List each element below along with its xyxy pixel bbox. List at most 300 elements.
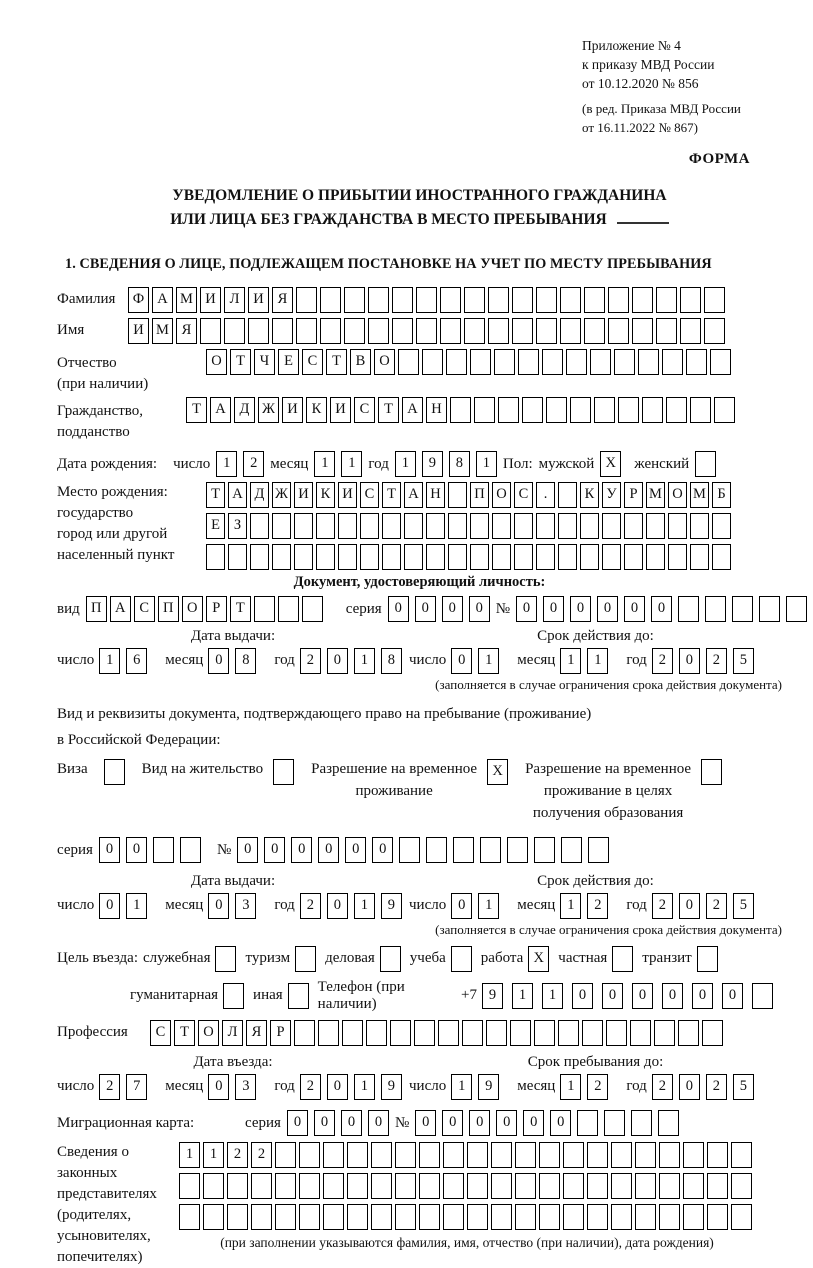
char-box[interactable] [296,318,317,344]
char-box[interactable]: Т [326,349,347,375]
char-box[interactable] [566,349,587,375]
char-box[interactable] [344,318,365,344]
char-box[interactable] [227,1173,248,1199]
char-box[interactable] [536,318,557,344]
char-box[interactable] [392,287,413,313]
char-box[interactable] [546,397,567,423]
char-box[interactable]: 2 [706,893,727,919]
char-box[interactable] [604,1110,625,1136]
char-box[interactable] [488,318,509,344]
char-box[interactable] [426,513,445,539]
char-box[interactable] [228,544,247,570]
char-box[interactable]: В [350,349,371,375]
char-box[interactable]: М [690,482,709,508]
char-box[interactable] [632,287,653,313]
char-box[interactable] [539,1173,560,1199]
char-box[interactable] [635,1173,656,1199]
char-box[interactable] [338,544,357,570]
char-box[interactable]: 8 [449,451,470,477]
char-box[interactable] [536,544,555,570]
char-box[interactable]: И [282,397,303,423]
char-box[interactable] [342,1020,363,1046]
char-box[interactable] [570,397,591,423]
char-box[interactable]: 1 [542,983,563,1009]
char-box[interactable] [299,1173,320,1199]
char-box[interactable]: 9 [478,1074,499,1100]
char-box[interactable] [273,759,294,785]
char-box[interactable] [659,1204,680,1230]
char-box[interactable]: 0 [208,648,229,674]
char-box[interactable]: 1 [341,451,362,477]
char-box[interactable]: 5 [733,648,754,674]
char-box[interactable] [254,596,275,622]
char-box[interactable]: 0 [550,1110,571,1136]
char-box[interactable]: Т [230,596,251,622]
char-box[interactable]: Л [222,1020,243,1046]
char-box[interactable]: 0 [327,1074,348,1100]
char-box[interactable] [704,287,725,313]
char-box[interactable]: К [580,482,599,508]
char-box[interactable] [272,318,293,344]
char-box[interactable]: И [330,397,351,423]
char-box[interactable] [707,1173,728,1199]
char-box[interactable] [251,1173,272,1199]
char-box[interactable] [480,837,501,863]
char-box[interactable] [419,1173,440,1199]
char-box[interactable]: К [316,482,335,508]
char-box[interactable] [512,287,533,313]
char-box[interactable]: 1 [512,983,533,1009]
char-box[interactable]: А [110,596,131,622]
char-box[interactable] [702,1020,723,1046]
char-box[interactable]: Т [378,397,399,423]
char-box[interactable] [426,837,447,863]
char-box[interactable] [683,1142,704,1168]
char-box[interactable] [464,318,485,344]
char-box[interactable] [731,1173,752,1199]
char-box[interactable] [347,1204,368,1230]
char-box[interactable] [467,1142,488,1168]
char-box[interactable] [488,287,509,313]
char-box[interactable] [690,397,711,423]
char-box[interactable] [656,318,677,344]
char-box[interactable]: 1 [560,648,581,674]
char-box[interactable] [678,1020,699,1046]
char-box[interactable] [494,349,515,375]
char-box[interactable]: 0 [679,648,700,674]
char-box[interactable] [707,1142,728,1168]
char-box[interactable]: 1 [478,648,499,674]
char-box[interactable]: А [228,482,247,508]
char-box[interactable]: 0 [516,596,537,622]
char-box[interactable] [251,1204,272,1230]
char-box[interactable] [294,513,313,539]
char-box[interactable] [360,513,379,539]
char-box[interactable]: 1 [99,648,120,674]
char-box[interactable] [624,544,643,570]
char-box[interactable] [179,1173,200,1199]
char-box[interactable] [344,287,365,313]
char-box[interactable] [662,349,683,375]
char-box[interactable]: Р [624,482,643,508]
char-box[interactable]: 9 [422,451,443,477]
char-box[interactable] [759,596,780,622]
char-box[interactable] [594,397,615,423]
char-box[interactable] [618,397,639,423]
char-box[interactable] [659,1173,680,1199]
char-box[interactable]: Т [174,1020,195,1046]
char-box[interactable] [638,349,659,375]
char-box[interactable] [323,1204,344,1230]
char-box[interactable] [701,759,722,785]
char-box[interactable] [602,544,621,570]
char-box[interactable] [536,287,557,313]
char-box[interactable] [404,513,423,539]
char-box[interactable] [666,397,687,423]
char-box[interactable] [302,596,323,622]
char-box[interactable] [580,544,599,570]
char-box[interactable] [491,1204,512,1230]
char-box[interactable] [404,544,423,570]
char-box[interactable] [536,513,555,539]
char-box[interactable] [668,544,687,570]
char-box[interactable] [180,837,201,863]
char-box[interactable] [320,287,341,313]
char-box[interactable] [558,513,577,539]
char-box[interactable] [608,318,629,344]
char-box[interactable] [491,1173,512,1199]
char-box[interactable]: А [152,287,173,313]
char-box[interactable] [563,1204,584,1230]
char-box[interactable] [732,596,753,622]
char-box[interactable]: 0 [415,1110,436,1136]
char-box[interactable]: 0 [496,1110,517,1136]
char-box[interactable] [470,513,489,539]
char-box[interactable] [395,1173,416,1199]
char-box[interactable]: 3 [235,893,256,919]
char-box[interactable]: 7 [126,1074,147,1100]
char-box[interactable] [630,1020,651,1046]
char-box[interactable] [316,513,335,539]
char-box[interactable] [438,1020,459,1046]
char-box[interactable]: 9 [381,893,402,919]
char-box[interactable]: 2 [652,648,673,674]
char-box[interactable]: 9 [381,1074,402,1100]
char-box[interactable]: 2 [652,893,673,919]
char-box[interactable]: С [134,596,155,622]
char-box[interactable] [514,513,533,539]
char-box[interactable] [392,318,413,344]
char-box[interactable] [712,513,731,539]
char-box[interactable]: 0 [651,596,672,622]
char-box[interactable]: А [404,482,423,508]
char-box[interactable]: 0 [543,596,564,622]
char-box[interactable]: 2 [706,1074,727,1100]
char-box[interactable]: 1 [354,648,375,674]
char-box[interactable] [448,513,467,539]
char-box[interactable]: 1 [354,1074,375,1100]
char-box[interactable]: 0 [469,596,490,622]
char-box[interactable] [642,397,663,423]
char-box[interactable]: С [360,482,379,508]
char-box[interactable] [539,1204,560,1230]
char-box[interactable]: 1 [476,451,497,477]
char-box[interactable] [395,1204,416,1230]
char-box[interactable] [584,318,605,344]
char-box[interactable]: 0 [451,893,472,919]
char-box[interactable]: 5 [733,893,754,919]
char-box[interactable] [659,1142,680,1168]
char-box[interactable] [380,946,401,972]
char-box[interactable] [563,1142,584,1168]
char-box[interactable]: Д [234,397,255,423]
char-box[interactable]: И [338,482,357,508]
char-box[interactable] [288,983,309,1009]
char-box[interactable]: 1 [126,893,147,919]
char-box[interactable]: Е [278,349,299,375]
char-box[interactable]: М [152,318,173,344]
char-box[interactable] [272,513,291,539]
char-box[interactable] [558,544,577,570]
char-box[interactable] [561,837,582,863]
char-box[interactable]: 1 [216,451,237,477]
char-box[interactable] [422,349,443,375]
char-box[interactable]: 2 [587,1074,608,1100]
char-box[interactable] [686,349,707,375]
char-box[interactable]: . [536,482,555,508]
char-box[interactable] [611,1173,632,1199]
char-box[interactable]: Т [230,349,251,375]
char-box[interactable] [296,287,317,313]
char-box[interactable] [467,1204,488,1230]
char-box[interactable] [584,287,605,313]
char-box[interactable] [390,1020,411,1046]
char-box[interactable]: Н [426,482,445,508]
char-box[interactable]: 5 [733,1074,754,1100]
char-box[interactable] [227,1204,248,1230]
char-box[interactable]: 1 [203,1142,224,1168]
char-box[interactable] [590,349,611,375]
char-box[interactable]: 0 [126,837,147,863]
char-box[interactable] [294,1020,315,1046]
char-box[interactable] [656,287,677,313]
char-box[interactable]: 0 [570,596,591,622]
char-box[interactable]: 0 [722,983,743,1009]
char-box[interactable]: Н [426,397,447,423]
char-box[interactable] [612,946,633,972]
char-box[interactable] [582,1020,603,1046]
char-box[interactable]: 0 [632,983,653,1009]
char-box[interactable]: 0 [624,596,645,622]
char-box[interactable] [731,1142,752,1168]
char-box[interactable]: 0 [679,1074,700,1100]
char-box[interactable] [366,1020,387,1046]
char-box[interactable] [368,318,389,344]
char-box[interactable]: 2 [300,648,321,674]
char-box[interactable]: 2 [227,1142,248,1168]
char-box[interactable]: 1 [314,451,335,477]
char-box[interactable] [510,1020,531,1046]
char-box[interactable]: 0 [291,837,312,863]
char-box[interactable] [153,837,174,863]
char-box[interactable]: Д [250,482,269,508]
char-box[interactable] [215,946,236,972]
char-box[interactable] [512,318,533,344]
char-box[interactable] [704,318,725,344]
char-box[interactable] [275,1173,296,1199]
char-box[interactable] [104,759,125,785]
char-box[interactable] [360,544,379,570]
char-box[interactable] [179,1204,200,1230]
char-box[interactable] [295,946,316,972]
char-box[interactable] [316,544,335,570]
char-box[interactable]: 0 [264,837,285,863]
char-box[interactable]: 0 [208,1074,229,1100]
char-box[interactable] [275,1142,296,1168]
char-box[interactable]: 0 [451,648,472,674]
char-box[interactable] [606,1020,627,1046]
char-box[interactable] [224,318,245,344]
char-box[interactable] [558,482,577,508]
char-box[interactable]: О [206,349,227,375]
char-box[interactable]: Ж [258,397,279,423]
char-box[interactable] [200,318,221,344]
char-box[interactable] [712,544,731,570]
char-box[interactable] [680,287,701,313]
char-box[interactable]: 0 [597,596,618,622]
char-box[interactable] [250,513,269,539]
char-box[interactable] [299,1204,320,1230]
char-box[interactable] [492,544,511,570]
char-box[interactable]: X [487,759,508,785]
char-box[interactable] [450,397,471,423]
char-box[interactable]: 0 [442,1110,463,1136]
char-box[interactable] [272,544,291,570]
char-box[interactable]: 0 [662,983,683,1009]
char-box[interactable]: 2 [587,893,608,919]
char-box[interactable]: 0 [442,596,463,622]
char-box[interactable] [587,1173,608,1199]
char-box[interactable]: 0 [314,1110,335,1136]
char-box[interactable] [507,837,528,863]
char-box[interactable] [440,318,461,344]
char-box[interactable] [515,1142,536,1168]
char-box[interactable]: Т [186,397,207,423]
char-box[interactable] [577,1110,598,1136]
char-box[interactable] [635,1204,656,1230]
char-box[interactable]: 2 [99,1074,120,1100]
char-box[interactable]: Ч [254,349,275,375]
char-box[interactable] [419,1142,440,1168]
char-box[interactable] [558,1020,579,1046]
char-box[interactable] [206,544,225,570]
char-box[interactable] [614,349,635,375]
char-box[interactable]: 0 [679,893,700,919]
char-box[interactable] [347,1142,368,1168]
char-box[interactable]: Л [224,287,245,313]
char-box[interactable]: Е [206,513,225,539]
char-box[interactable]: 0 [327,893,348,919]
char-box[interactable] [414,1020,435,1046]
char-box[interactable]: 0 [237,837,258,863]
char-box[interactable]: 1 [395,451,416,477]
char-box[interactable] [668,513,687,539]
char-box[interactable]: X [600,451,621,477]
char-box[interactable] [631,1110,652,1136]
char-box[interactable]: Р [270,1020,291,1046]
char-box[interactable]: 0 [341,1110,362,1136]
char-box[interactable] [338,513,357,539]
char-box[interactable] [534,1020,555,1046]
char-box[interactable]: О [668,482,687,508]
char-box[interactable] [371,1204,392,1230]
char-box[interactable] [588,837,609,863]
char-box[interactable]: О [198,1020,219,1046]
char-box[interactable] [382,513,401,539]
char-box[interactable]: 2 [706,648,727,674]
char-box[interactable]: С [302,349,323,375]
char-box[interactable] [587,1204,608,1230]
char-box[interactable] [690,513,709,539]
char-box[interactable]: 1 [354,893,375,919]
char-box[interactable]: 8 [381,648,402,674]
char-box[interactable] [470,349,491,375]
char-box[interactable]: П [158,596,179,622]
char-box[interactable]: 2 [300,893,321,919]
char-box[interactable]: О [182,596,203,622]
char-box[interactable] [294,544,313,570]
char-box[interactable] [299,1142,320,1168]
char-box[interactable] [707,1204,728,1230]
char-box[interactable] [690,544,709,570]
char-box[interactable]: 2 [300,1074,321,1100]
char-box[interactable] [464,287,485,313]
char-box[interactable] [203,1173,224,1199]
char-box[interactable] [443,1173,464,1199]
char-box[interactable]: Я [246,1020,267,1046]
char-box[interactable]: Ф [128,287,149,313]
char-box[interactable]: 0 [572,983,593,1009]
char-box[interactable]: Б [712,482,731,508]
char-box[interactable] [587,1142,608,1168]
char-box[interactable] [624,513,643,539]
char-box[interactable]: 0 [99,837,120,863]
char-box[interactable] [371,1173,392,1199]
char-box[interactable] [534,837,555,863]
char-box[interactable]: 0 [99,893,120,919]
char-box[interactable] [646,544,665,570]
char-box[interactable] [731,1204,752,1230]
char-box[interactable]: 0 [388,596,409,622]
char-box[interactable]: И [294,482,313,508]
char-box[interactable] [440,287,461,313]
char-box[interactable]: С [354,397,375,423]
char-box[interactable]: X [528,946,549,972]
title-blank-line[interactable] [617,210,669,224]
char-box[interactable] [611,1204,632,1230]
char-box[interactable]: М [176,287,197,313]
char-box[interactable]: 0 [602,983,623,1009]
char-box[interactable]: Т [206,482,225,508]
char-box[interactable]: 8 [235,648,256,674]
char-box[interactable] [446,349,467,375]
char-box[interactable] [398,349,419,375]
char-box[interactable] [416,318,437,344]
char-box[interactable] [395,1142,416,1168]
char-box[interactable] [203,1204,224,1230]
char-box[interactable] [462,1020,483,1046]
char-box[interactable] [453,837,474,863]
